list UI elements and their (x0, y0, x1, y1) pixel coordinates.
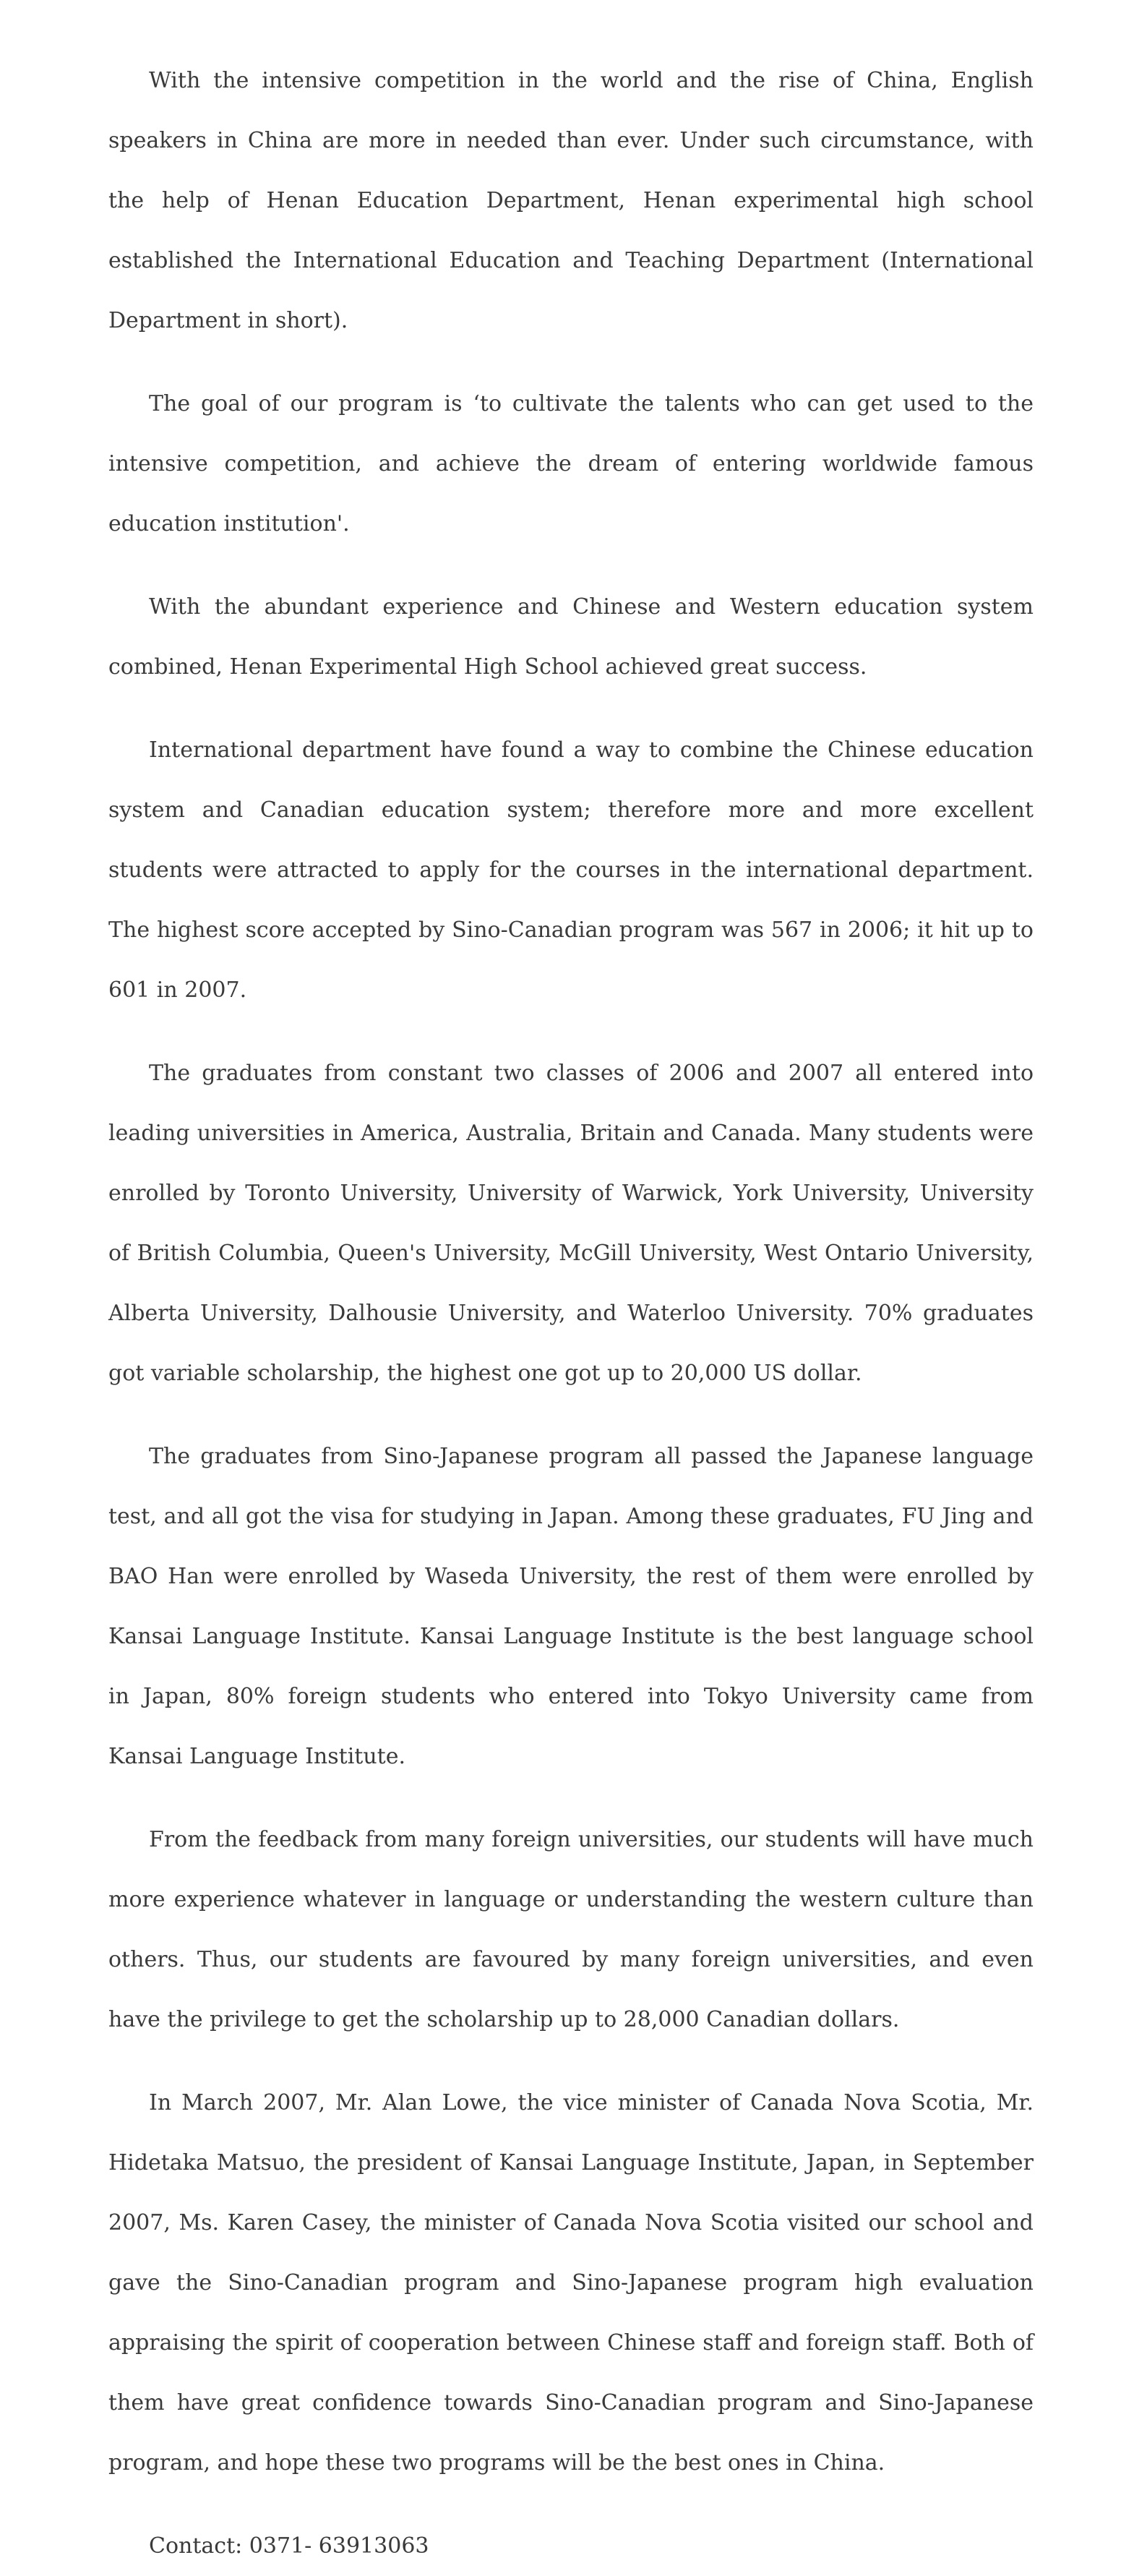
paragraph-program-goal: The goal of our program is ‘to cultivate the talents who can get used to the intensive competition, and achieve the dream of entering worldwide famous education institution'. (108, 391, 1034, 536)
contact-line: Contact: 0371- 63913063 (149, 2533, 429, 2559)
paragraph-intro: With the intensive competition in the world and the rise of China, English speakers in China are more in needed than ever. Under such circumstance, with the help of Henan Education Department, Henan experimental high school established the International Education and Teaching Department (International Department in short). (108, 68, 1034, 333)
paragraph-graduates-canada: The graduates from constant two classes of 2006 and 2007 all entered into leading universities in America, Australia, Britain and Canada. Many students were enrolled by Toronto University, University of Warwick, York University, University of British Columbia, Queen's University, McGill University, West Ontario University, Alberta University, Dalhousie University, and Waterloo University. 70% graduates got variable scholarship, the highest one got up to 20,000 US dollar. (108, 1061, 1034, 1386)
paragraph-feedback: From the feedback from many foreign universities, our students will have much more experience whatever in language or understanding the western culture than others. Thus, our students are favoured by many foreign universities, and even have the privilege to get the scholarship up to 28,000 Canadian dollars. (108, 1827, 1034, 2032)
paragraph-education-systems: International department have found a way to combine the Chinese education system and Canadian education system; therefore more and more excellent students were attracted to apply for the courses in the international department. The highest score accepted by Sino-Canadian program was 567 in 2006; it hit up to 601 in 2007. (108, 737, 1034, 1003)
document-body (108, 51, 1034, 2576)
paragraph-graduates-japan: The graduates from Sino-Japanese program all passed the Japanese language test, and all got the visa for studying in Japan. Among these graduates, FU Jing and BAO Han were enrolled by Waseda University, the rest of them were enrolled by Kansai Language Institute. Kansai Language Institute is the best language school in Japan, 80% foreign students who entered into Tokyo University came from Kansai Language Institute. (108, 1444, 1034, 1769)
paragraph-visits: In March 2007, Mr. Alan Lowe, the vice minister of Canada Nova Scotia, Mr. Hidetaka Matsuo, the president of Kansai Language Institute, Japan, in September 2007, Ms. Karen Casey, the minister of Canada Nova Scotia visited our school and gave the Sino-Canadian program and Sino-Japanese program high evaluation appraising the spirit of cooperation between Chinese staff and foreign staff. Both of them have great confidence towards Sino-Canadian program and Sino-Japanese program, and hope these two programs will be the best ones in China. (108, 2090, 1034, 2476)
paragraph-success: With the abundant experience and Chinese and Western education system combined, Henan Experimental High School achieved great success. (108, 594, 1034, 680)
